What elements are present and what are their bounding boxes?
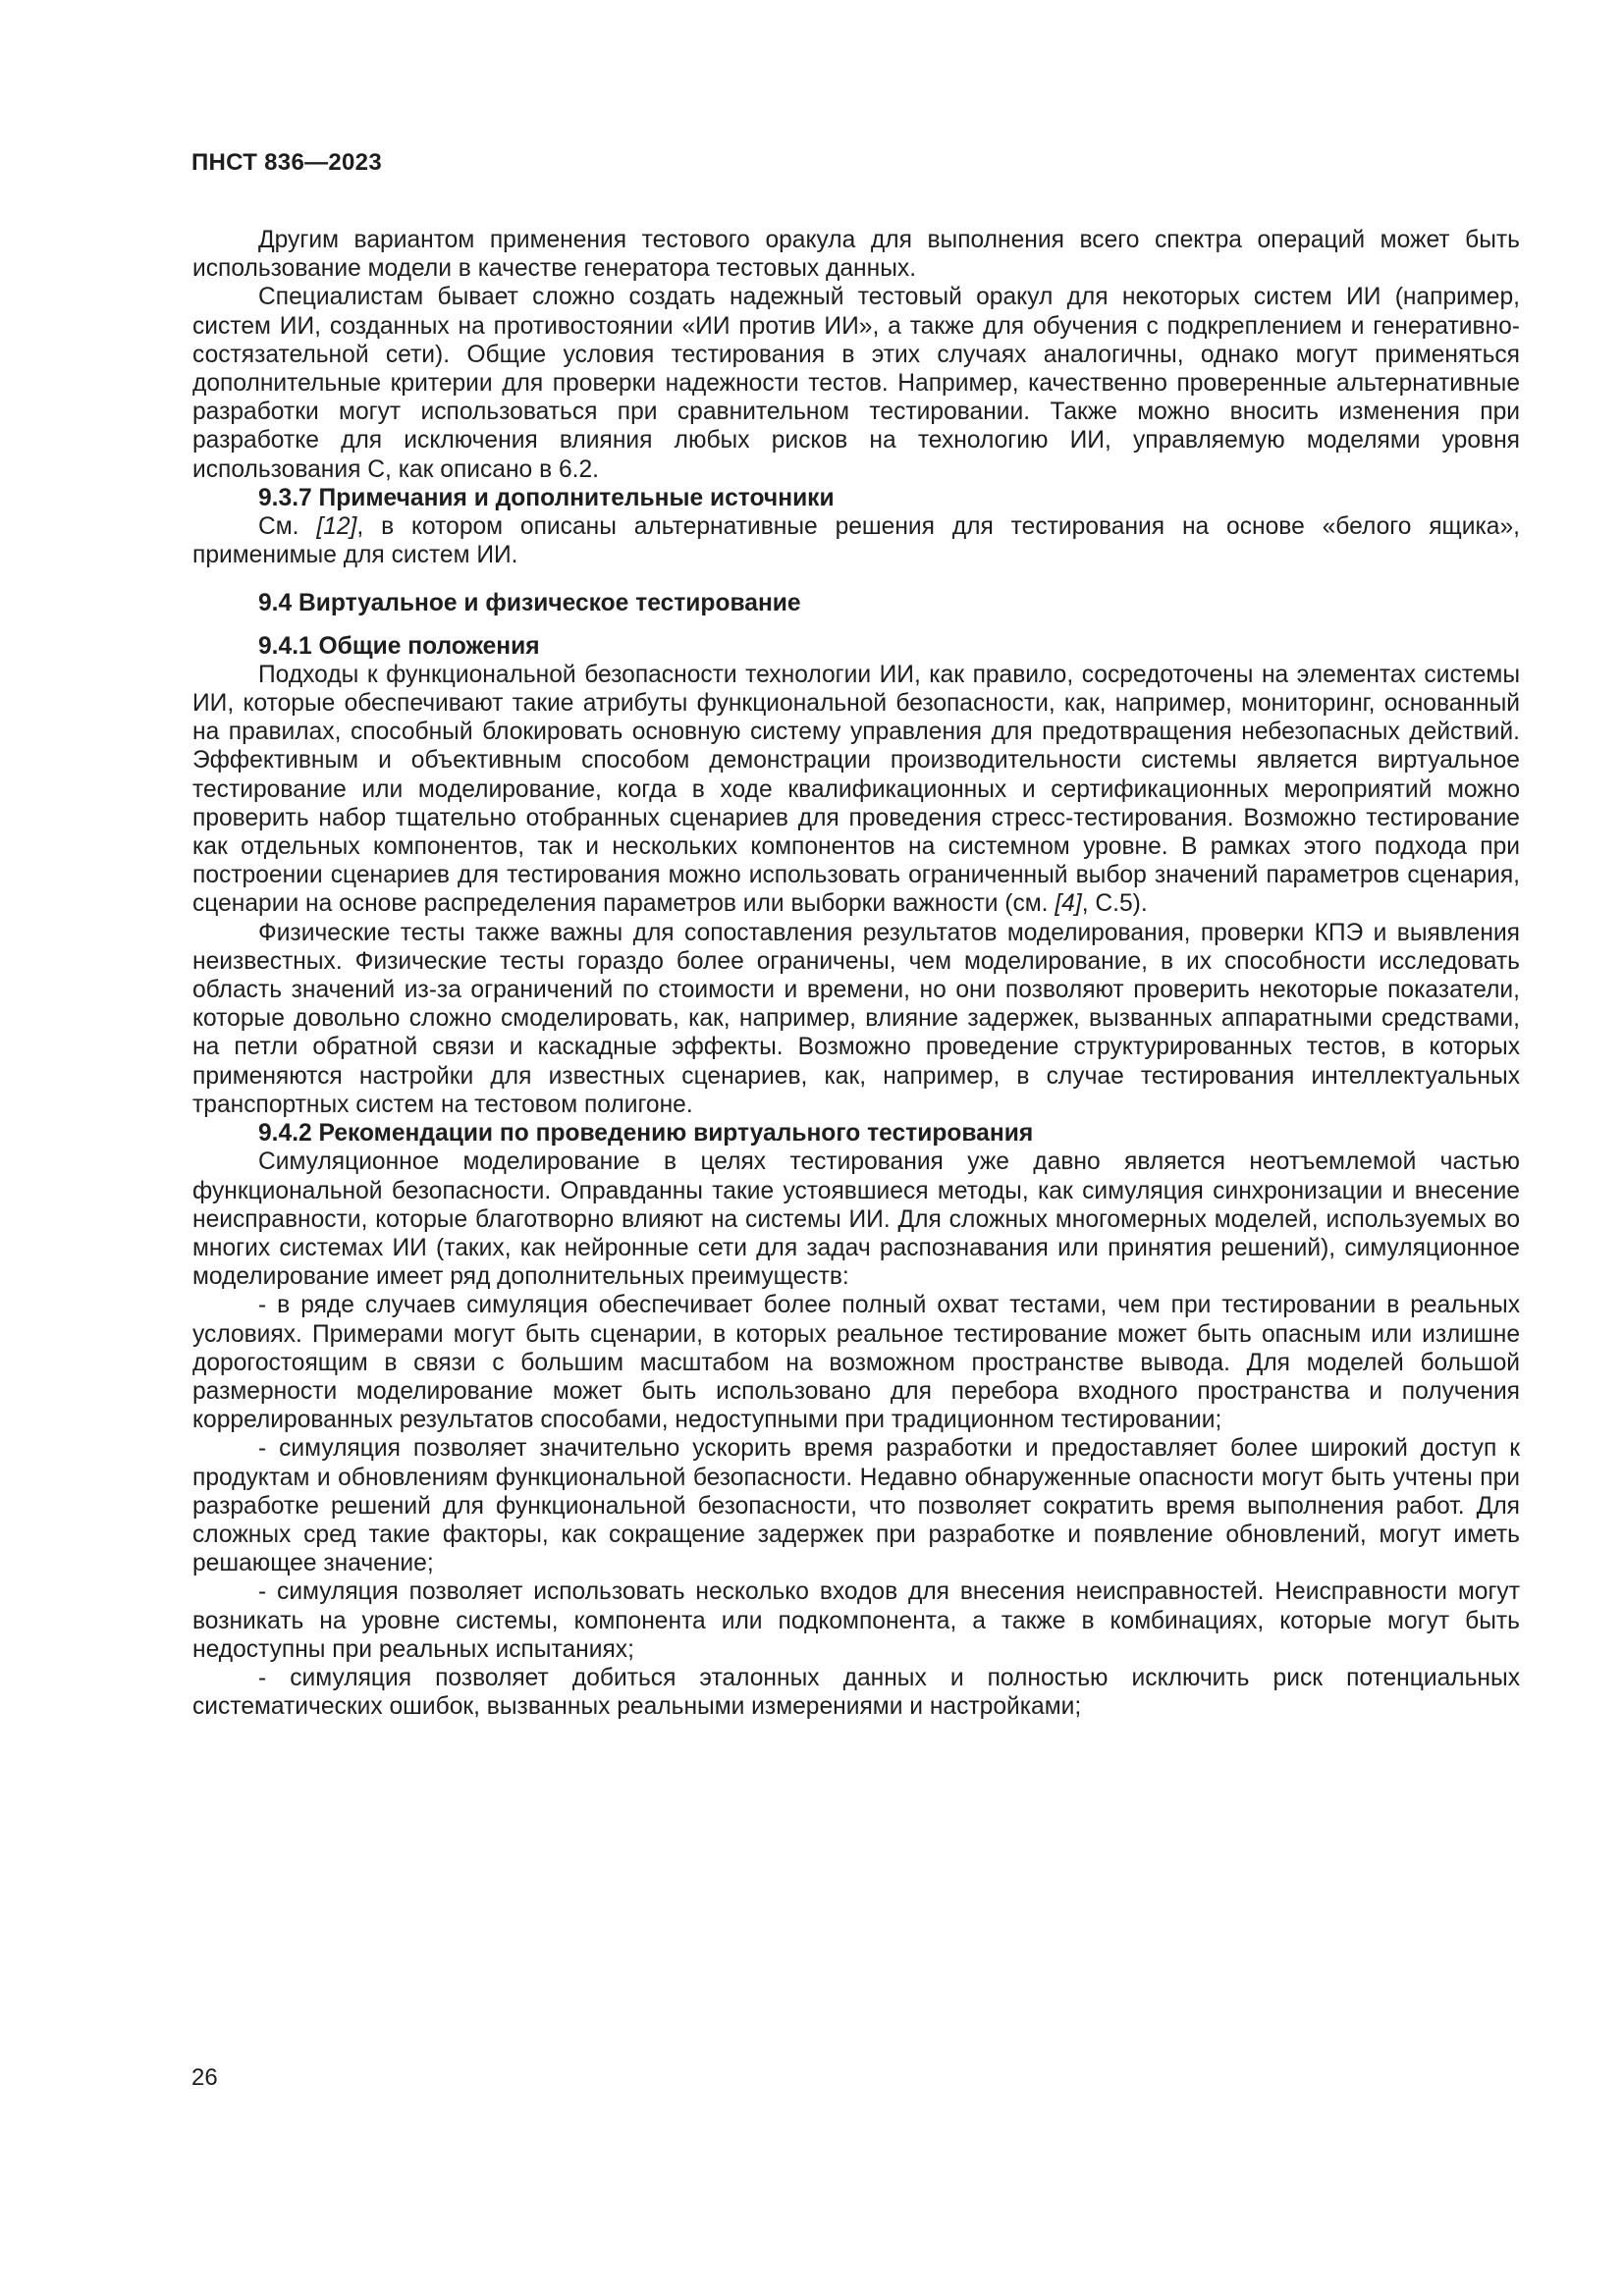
paragraph-simulation-modeling: Симуляционное моделирование в целях тестирования уже давно является неотъемлемой частью функциональной безопасности. Оправданны такие устоявшиеся методы, как симуляция синхронизации и внесение неисправности, которые благотворно влияют на системы ИИ. Для сложных многомерных моделей, используемых во многих системах ИИ (таких, как нейронные сети для задач распознавания или принятия решений), симуляционное моделирование имеет ряд дополнительных преимуществ: <box>192 1148 1520 1291</box>
section-heading-9-4: 9.4 Виртуальное и физическое тестирование <box>258 590 801 617</box>
paragraph-physical-tests: Физические тесты также важны для сопоставления результатов моделирования, проверки КПЭ и выявления неизвестных. Физические тесты гораздо более ограничены, чем моделирование, в их способности исследовать область значений из-за ограничений по стоимости и времени, но они позволяют проверить некоторые показатели, которые довольно сложно смоделировать, как, например, влияние задержек, вызванных аппаратными средствами, на петли обратной связи и каскадные эффекты. Возможно проведение структурированных тестов, в которых применяются настройки для известных сценариев, как, например, в случае тестирования интеллектуальных транспортных систем на тестовом полигоне. <box>192 919 1520 1118</box>
bibliography-reference: [4] <box>1055 890 1082 918</box>
paragraph-text: , в котором описаны альтернативные решения для тестирования на основе «белого ящика», применимые для систем ИИ. <box>192 513 1520 569</box>
section-heading-9-4-2: 9.4.2 Рекомендации по проведению виртуального тестирования <box>258 1120 1034 1148</box>
paragraph-text: , С.5). <box>1081 890 1148 918</box>
paragraph-test-oracle-generator: Другим вариантом применения тестового оракула для выполнения всего спектра операций может быть использование модели в качестве генератора тестовых данных. <box>192 227 1520 283</box>
document-header: ПНСТ 836—2023 <box>191 149 382 176</box>
list-item-reference-data: - симуляция позволяет добиться эталонных данных и полностью исключить риск потенциальных систематических ошибок, вызванных реальными измерениями и настройками; <box>192 1664 1520 1721</box>
list-item-test-coverage: - в ряде случаев симуляция обеспечивает более полный охват тестами, чем при тестировании в реальных условиях. Примерами могут быть сценарии, в которых реальное тестирование может быть опасным или излишне дорогостоящим в связи с большим масштабом на возможном пространстве вывода. Для моделей большой размерности моделирование может быть использовано для перебора входного пространства и получения коррелированных результатов способами, недоступными при традиционном тестировании; <box>192 1292 1520 1434</box>
page-number: 26 <box>191 2064 218 2091</box>
paragraph-test-oracle-difficulty: Специалистам бывает сложно создать надежный тестовый оракул для некоторых систем ИИ (например, систем ИИ, созданных на противостоянии «ИИ против ИИ», а также для обучения с подкреплением и генеративно-состязательной сети). Общие условия тестирования в этих случаях аналогичны, однако могут применяться дополнительные критерии для проверки надежности тестов. Например, качественно проверенные альтернативные разработки могут использоваться при сравнительном тестировании. Также можно вносить изменения при разработке для исключения влияния любых рисков на технологию ИИ, управляемую моделями уровня использования С, как описано в 6.2. <box>192 284 1520 483</box>
list-item-development-speed: - симуляция позволяет значительно ускорить время разработки и предоставляет более широкий доступ к продуктам и обновлениям функциональной безопасности. Недавно обнаруженные опасности могут быть учтены при разработке решений для функциональной безопасности, что позволяет сократить время выполнения работ. Для сложных сред такие факторы, как сокращение задержек при разработке и появление обновлений, могут иметь решающее значение; <box>192 1435 1520 1577</box>
section-heading-9-4-1: 9.4.1 Общие положения <box>258 632 540 660</box>
paragraph-text: Подходы к функциональной безопасности технологии ИИ, как правило, сосредоточены на элементах системы ИИ, которые обеспечивают такие атрибуты функциональной безопасности, как, например, мониторинг, основанный на правилах, способный блокировать основную систему управления для предотвращения небезопасных действий. Эффективным и объективным способом демонстрации производительности системы является виртуальное тестирование или моделирование, когда в ходе квалификационных и сертификационных мероприятий можно проверить набор тщательно отобранных сценариев для проведения стресс-тестирования. Возможно тестирование как отдельных компонентов, так и нескольких компонентов на системном уровне. В рамках этого подхода при построении сценариев для тестирования можно использовать ограниченный выбор значений параметров сценария, сценарии на основе распределения параметров или выборки важности (см. <box>192 661 1520 918</box>
paragraph-white-box-reference <box>192 512 1520 569</box>
paragraph-functional-safety-approaches <box>192 661 1520 919</box>
paragraph-text: См. <box>258 513 317 541</box>
list-item-fault-injection: - симуляция позволяет использовать несколько входов для внесения неисправностей. Неисправности могут возникать на уровне системы, компонента или подкомпонента, а также в комбинациях, которые могут быть недоступны при реальных испытаниях; <box>192 1578 1520 1663</box>
document-body <box>192 226 1520 1721</box>
section-heading-9-3-7: 9.3.7 Примечания и дополнительные источники <box>258 484 835 511</box>
bibliography-reference: [12] <box>316 513 357 541</box>
